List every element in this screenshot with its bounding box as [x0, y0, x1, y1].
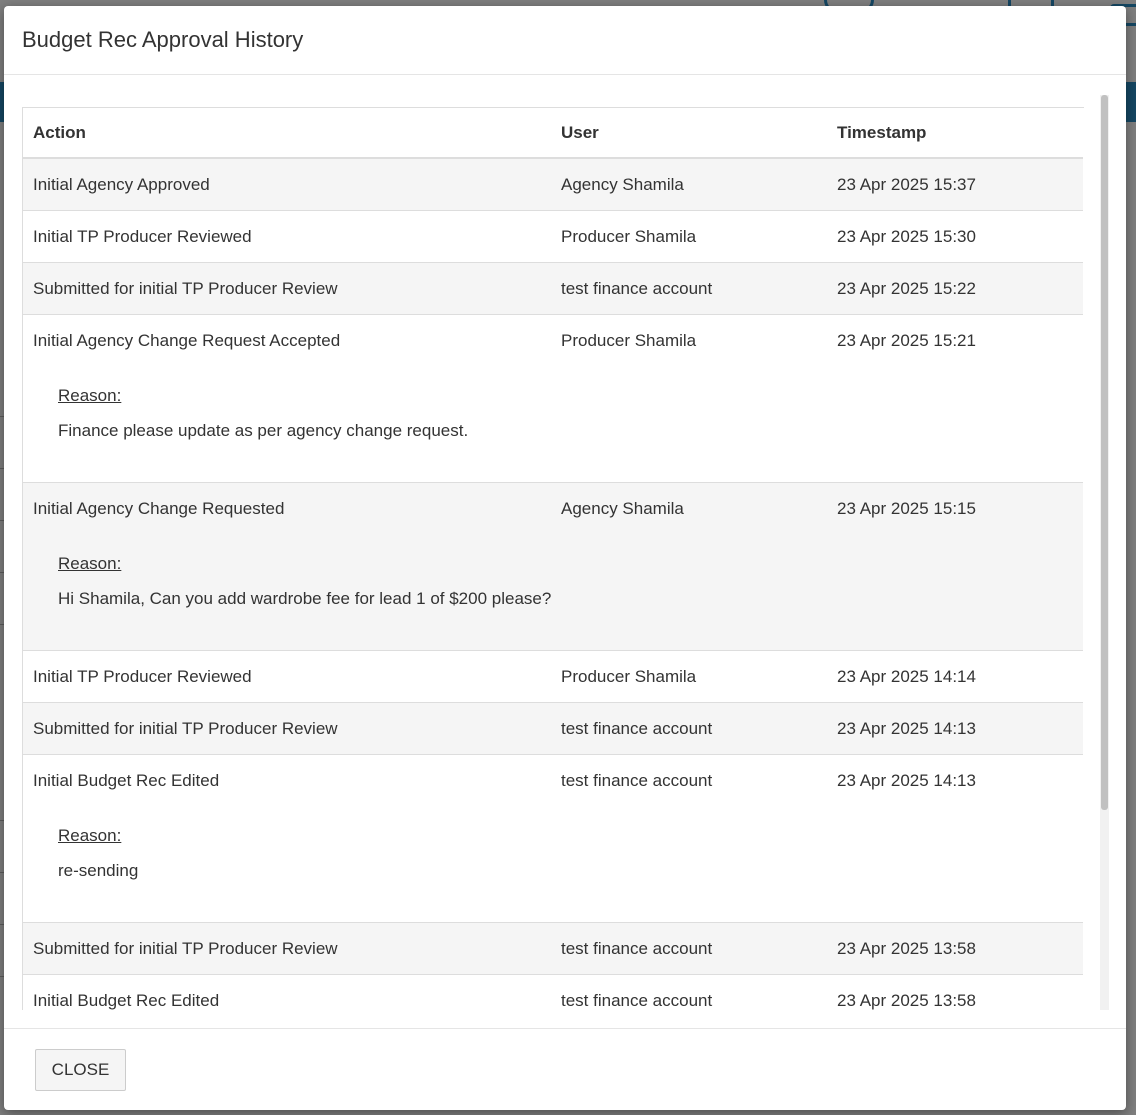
- cell-user: test finance account: [551, 703, 827, 755]
- column-header-action: Action: [23, 108, 551, 158]
- cell-user: Producer Shamila: [551, 211, 827, 263]
- action-text: Initial Agency Change Requested: [33, 499, 285, 518]
- table-row: [23, 483, 1083, 651]
- approval-history-table: [23, 108, 1083, 1010]
- cell-timestamp: 23 Apr 2025 14:13: [827, 703, 1083, 755]
- action-text: Initial Budget Rec Edited: [33, 771, 220, 790]
- close-button[interactable]: CLOSE: [35, 1049, 126, 1091]
- cell-action: [23, 315, 551, 483]
- cell-user: Agency Shamila: [551, 158, 827, 211]
- cell-user: test finance account: [551, 975, 827, 1011]
- cell-user: Producer Shamila: [551, 315, 827, 483]
- table-header-row: [23, 108, 1083, 158]
- modal-title: Budget Rec Approval History: [22, 27, 304, 52]
- cell-timestamp: 23 Apr 2025 15:21: [827, 315, 1083, 483]
- table-row: [23, 923, 1083, 975]
- cell-user: test finance account: [551, 923, 827, 975]
- reason-text: re-sending: [58, 861, 139, 880]
- cell-timestamp: 23 Apr 2025 15:37: [827, 158, 1083, 211]
- cell-user: Agency Shamila: [551, 483, 827, 651]
- cell-action: Initial TP Producer Reviewed: [23, 211, 551, 263]
- history-table-container: [22, 107, 1084, 1010]
- reason-text: Hi Shamila, Can you add wardrobe fee for lead 1 of $200 please?: [58, 589, 552, 608]
- table-row: [23, 263, 1083, 315]
- cell-user: Producer Shamila: [551, 651, 827, 703]
- cell-timestamp: 23 Apr 2025 15:15: [827, 483, 1083, 651]
- action-text: Initial Agency Change Request Accepted: [33, 331, 341, 350]
- modal-scrollbar[interactable]: [1100, 95, 1109, 1010]
- cell-action: Initial Agency Approved: [23, 158, 551, 211]
- reason-text: Finance please update as per agency change request.: [58, 421, 469, 440]
- reason-block: [33, 366, 541, 469]
- reason-label: Reason:: [58, 554, 122, 573]
- cell-user: test finance account: [551, 263, 827, 315]
- column-header-user: User: [551, 108, 827, 158]
- cell-action: Initial TP Producer Reviewed: [23, 651, 551, 703]
- modal-body[interactable]: [4, 75, 1126, 1010]
- table-row: [23, 211, 1083, 263]
- reason-block: [33, 806, 541, 909]
- modal-footer: [4, 1028, 1126, 1110]
- cell-action: Submitted for initial TP Producer Review: [23, 263, 551, 315]
- cell-action: Submitted for initial TP Producer Review: [23, 703, 551, 755]
- table-row: [23, 651, 1083, 703]
- cell-timestamp: 23 Apr 2025 14:14: [827, 651, 1083, 703]
- table-row: [23, 703, 1083, 755]
- reason-label: Reason:: [58, 826, 122, 845]
- cell-action: [23, 755, 551, 923]
- cell-action: Submitted for initial TP Producer Review: [23, 923, 551, 975]
- cell-timestamp: 23 Apr 2025 14:13: [827, 755, 1083, 923]
- reason-block: [33, 534, 552, 637]
- cell-timestamp: 23 Apr 2025 13:58: [827, 923, 1083, 975]
- column-header-timestamp: Timestamp: [827, 108, 1083, 158]
- scrollbar-thumb[interactable]: [1101, 95, 1108, 810]
- table-row: [23, 158, 1083, 211]
- modal-header: [4, 6, 1126, 75]
- cell-timestamp: 23 Apr 2025 15:22: [827, 263, 1083, 315]
- cell-action: [23, 483, 551, 651]
- cell-user: test finance account: [551, 755, 827, 923]
- approval-history-modal: [4, 6, 1126, 1110]
- table-row: [23, 755, 1083, 923]
- table-row: [23, 975, 1083, 1011]
- cell-action: Initial Budget Rec Edited: [23, 975, 551, 1011]
- table-row: [23, 315, 1083, 483]
- cell-timestamp: 23 Apr 2025 15:30: [827, 211, 1083, 263]
- reason-label: Reason:: [58, 386, 122, 405]
- cell-timestamp: 23 Apr 2025 13:58: [827, 975, 1083, 1011]
